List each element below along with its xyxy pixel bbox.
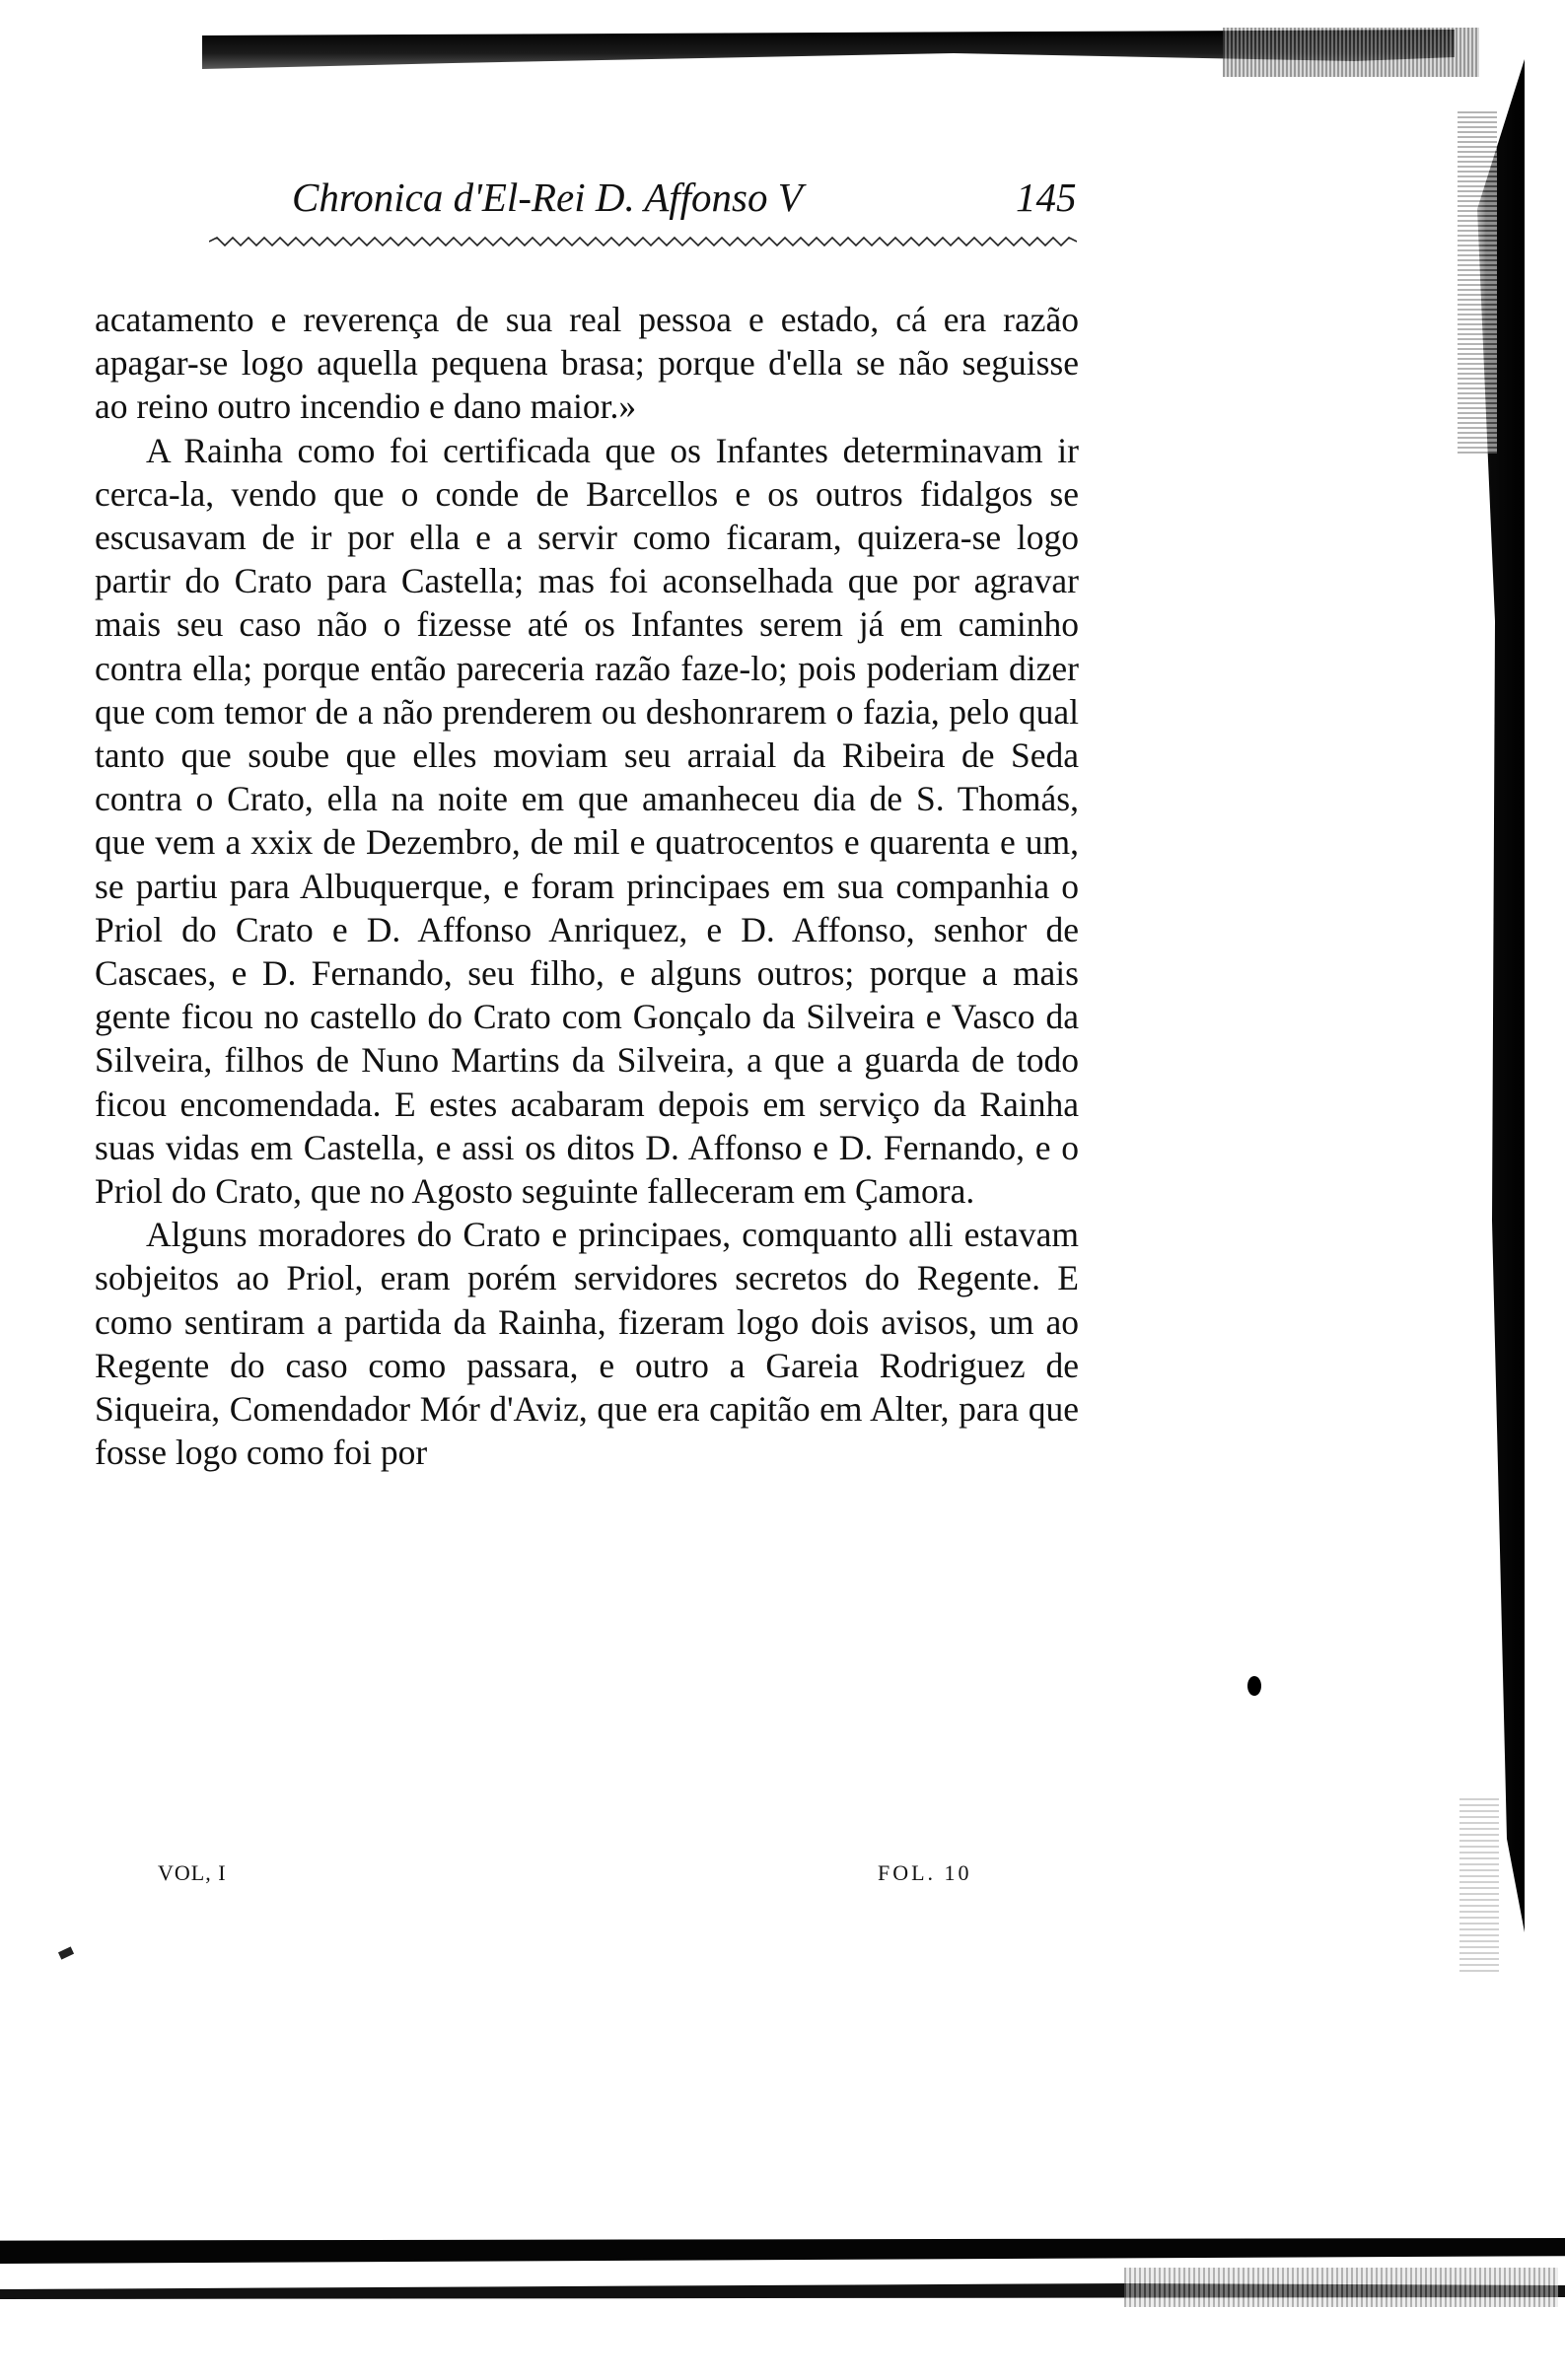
header-wavy-rule [209, 235, 1077, 248]
running-title: Chronica d'El-Rei D. Affonso V [292, 175, 803, 220]
footer-folio: FOL. 10 [878, 1860, 972, 1885]
scan-noise-right-upper [1458, 108, 1497, 454]
ink-mark [58, 1946, 74, 1959]
paragraph-3: Alguns moradores do Crato e principaes, comquanto alli estavam sobjeitos ao Priol, eram porém servidores secretos do Regente. E como sentiram a partida da Rainha, fizeram logo dois avisos, um ao Regente do caso como passara, e outro a Gareia Rodriguez de Siqueira, Comendador Mór d'Aviz, que era capitão em Alter, para que fosse logo como foi por [95, 1215, 1079, 1473]
paragraph-2: A Rainha como foi certificada que os Infantes determinavam ir cerca-la, vendo que o conde de Barcellos e os outros fidalgos se escusavam de ir por ella e a servir como ficaram, quizera-se logo partir do Crato para Castella; mas foi aconselhada que por agravar mais seu caso não o fizesse até os Infantes serem já em caminho contra ella; porque então pareceria razão faze-lo; pois poderiam dizer que com temor de a não prenderem ou deshonrarem o fazia, pelo qual tanto que soube que elles moviam seu arraial da Ribeira de Seda contra o Crato, ella na noite em que amanheceu dia de S. Thomás, que vem a xxix de Dezembro, de mil e quatrocentos e quarenta e um, se partiu para Albuquerque, e foram principaes em sua companhia o Priol do Crato e D. Affonso Anriquez, e D. Affonso, senhor de Cascaes, e D. Fernando, seu filho, e alguns outros; porque a mais gente ficou no castello do Crato com Gonçalo da Silveira e Vasco da Silveira, filhos de Nuno Martins da Silveira, a que a guarda de todo ficou encomendada. E estes acabaram depois em serviço da Rainha suas vidas em Castella, e assi os ditos D. Affonso e D. Fernando, e o Priol do Crato, que no Agosto seguinte falleceram em Çamora. [95, 430, 1079, 1212]
paragraph-1: acatamento e reverença de sua real pessoa e estado, cá era razão apagar-se logo aquella pequena brasa; porque d'ella se não seguisse ao reino outro incendio e dano maior.» [95, 300, 1079, 427]
scan-shadow-bottom [0, 2238, 1565, 2264]
ink-dot [1247, 1676, 1261, 1696]
page-number: 145 [1016, 175, 1077, 220]
scan-noise-top [1223, 28, 1479, 77]
footer-volume: VOL, I [158, 1860, 227, 1885]
body-text [95, 298, 1079, 1474]
scan-noise-right-lower [1459, 1794, 1499, 1972]
scan-noise-bottom [1124, 2268, 1558, 2307]
